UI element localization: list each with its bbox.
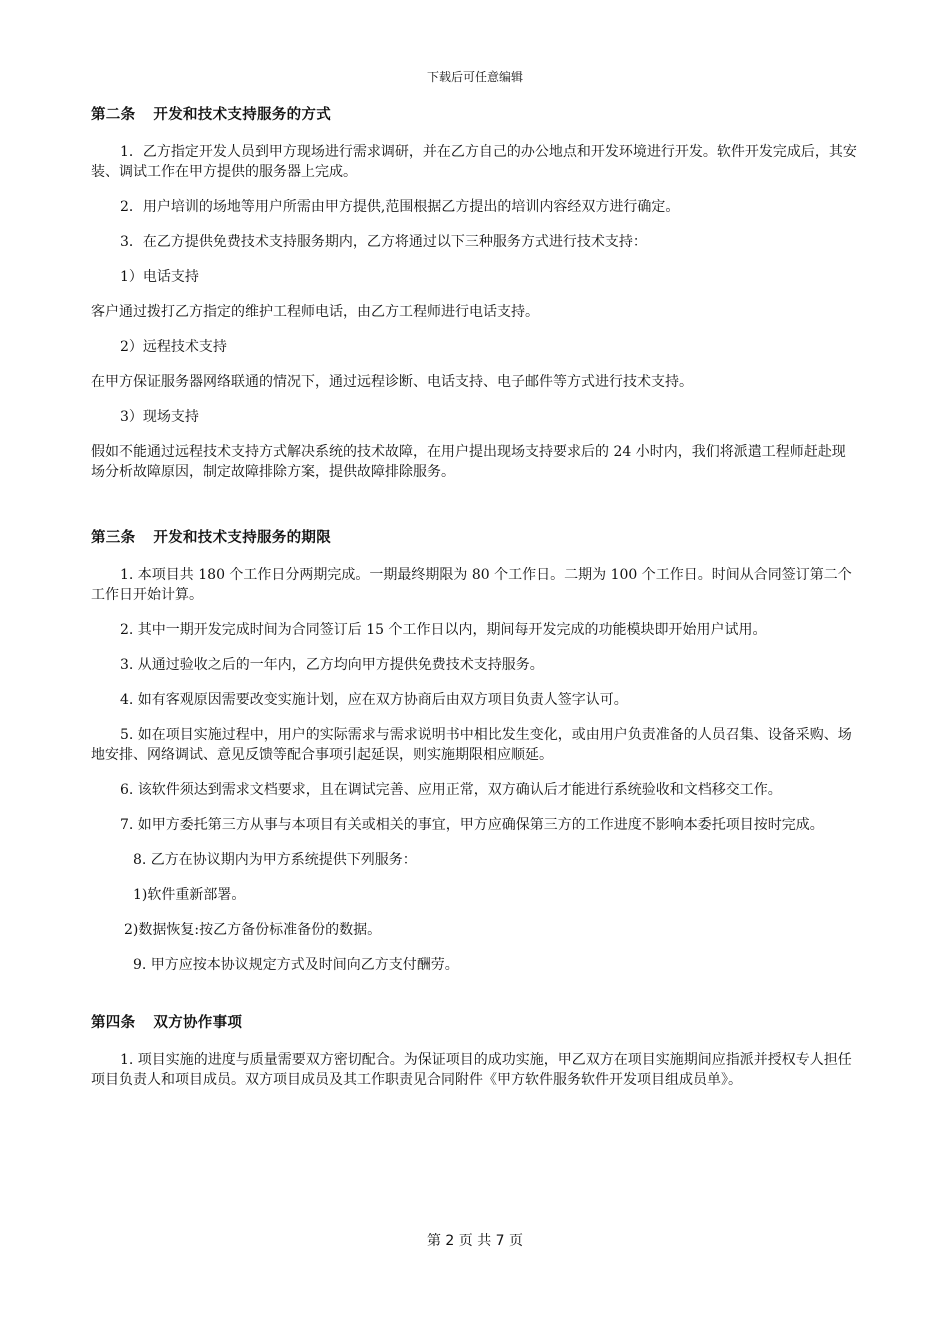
paragraph: 3．在乙方提供免费技术支持服务期内，乙方将通过以下三种服务方式进行技术支持：	[120, 234, 647, 250]
paragraph: 3）现场支持	[120, 409, 199, 425]
paragraph: 2. 其中一期开发完成时间为合同签订后 15 个工作日以内，期间每开发完成的功能模块即开始用户试用。	[120, 622, 767, 638]
paragraph: 1)软件重新部署。	[133, 887, 246, 903]
section-number: 第四条	[91, 1015, 136, 1031]
paragraph: 1．乙方指定开发人员到甲方现场进行需求调研，并在乙方自己的办公地点和开发环境进行开发。软件开发完成后，其安装、调试工作在甲方提供的服务器上完成。	[91, 144, 857, 180]
paragraph: 1. 本项目共 180 个工作日分两期完成。一期最终期限为 80 个工作日。二期为 100 个工作日。时间从合同签订第二个工作日开始计算。	[91, 567, 852, 603]
paragraph: 5. 如在项目实施过程中，用户的实际需求与需求说明书中相比发生变化，或由用户负责准备的人员召集、设备采购、场地安排、网络调试、意见反馈等配合事项引起延误，则实施期限相应顺延。	[91, 727, 852, 763]
section-title: 双方协作事项	[153, 1015, 243, 1031]
section-heading-3	[91, 527, 859, 549]
paragraph: 8. 乙方在协议期内为甲方系统提供下列服务：	[133, 852, 417, 868]
section-heading-2	[91, 104, 859, 126]
paragraph: 7. 如甲方委托第三方从事与本项目有关或相关的事宜，甲方应确保第三方的工作进度不影响本委托项目按时完成。	[120, 817, 824, 833]
paragraph: 假如不能通过远程技术支持方式解决系统的技术故障，在用户提出现场支持要求后的 24 小时内，我们将派遣工程师赶赴现场分析故障原因，制定故障排除方案，提供故障排除服务。	[91, 444, 846, 480]
section-heading-4	[91, 1012, 859, 1034]
paragraph: 2．用户培训的场地等用户所需由甲方提供,范围根据乙方提出的培训内容经双方进行确定。	[120, 199, 680, 215]
page-footer: 第 2 页 共 7 页	[426, 1233, 524, 1249]
paragraph: 4. 如有客观原因需要改变实施计划，应在双方协商后由双方项目负责人签字认可。	[120, 692, 628, 708]
paragraph: 1）电话支持	[120, 269, 199, 285]
paragraph: 2)数据恢复:按乙方备份标准备份的数据。	[124, 922, 382, 938]
paragraph: 3. 从通过验收之后的一年内，乙方均向甲方提供免费技术支持服务。	[120, 657, 544, 673]
paragraph: 在甲方保证服务器网络联通的情况下，通过远程诊断、电话支持、电子邮件等方式进行技术支持。	[91, 374, 693, 390]
paragraph: 客户通过拨打乙方指定的维护工程师电话，由乙方工程师进行电话支持。	[91, 304, 539, 320]
document-body	[91, 104, 859, 1105]
section-number: 第三条	[91, 530, 136, 546]
paragraph: 2）远程技术支持	[120, 339, 227, 355]
section-number: 第二条	[91, 107, 136, 123]
section-title: 开发和技术支持服务的方式	[153, 107, 332, 123]
paragraph: 1. 项目实施的进度与质量需要双方密切配合。为保证项目的成功实施，甲乙双方在项目实施期间应指派并授权专人担任项目负责人和项目成员。双方项目成员及其工作职责见合同附件《甲方软件服务软件开发项目组成员单》。	[91, 1052, 852, 1088]
paragraph: 6. 该软件须达到需求文档要求，且在调试完善、应用正常，双方确认后才能进行系统验收和文档移交工作。	[120, 782, 782, 798]
spacer	[91, 990, 859, 1012]
page-header: 下载后可任意编辑	[426, 70, 523, 84]
spacer	[91, 497, 859, 527]
paragraph: 9. 甲方应按本协议规定方式及时间向乙方支付酬劳。	[133, 957, 459, 973]
section-title: 开发和技术支持服务的期限	[153, 530, 332, 546]
